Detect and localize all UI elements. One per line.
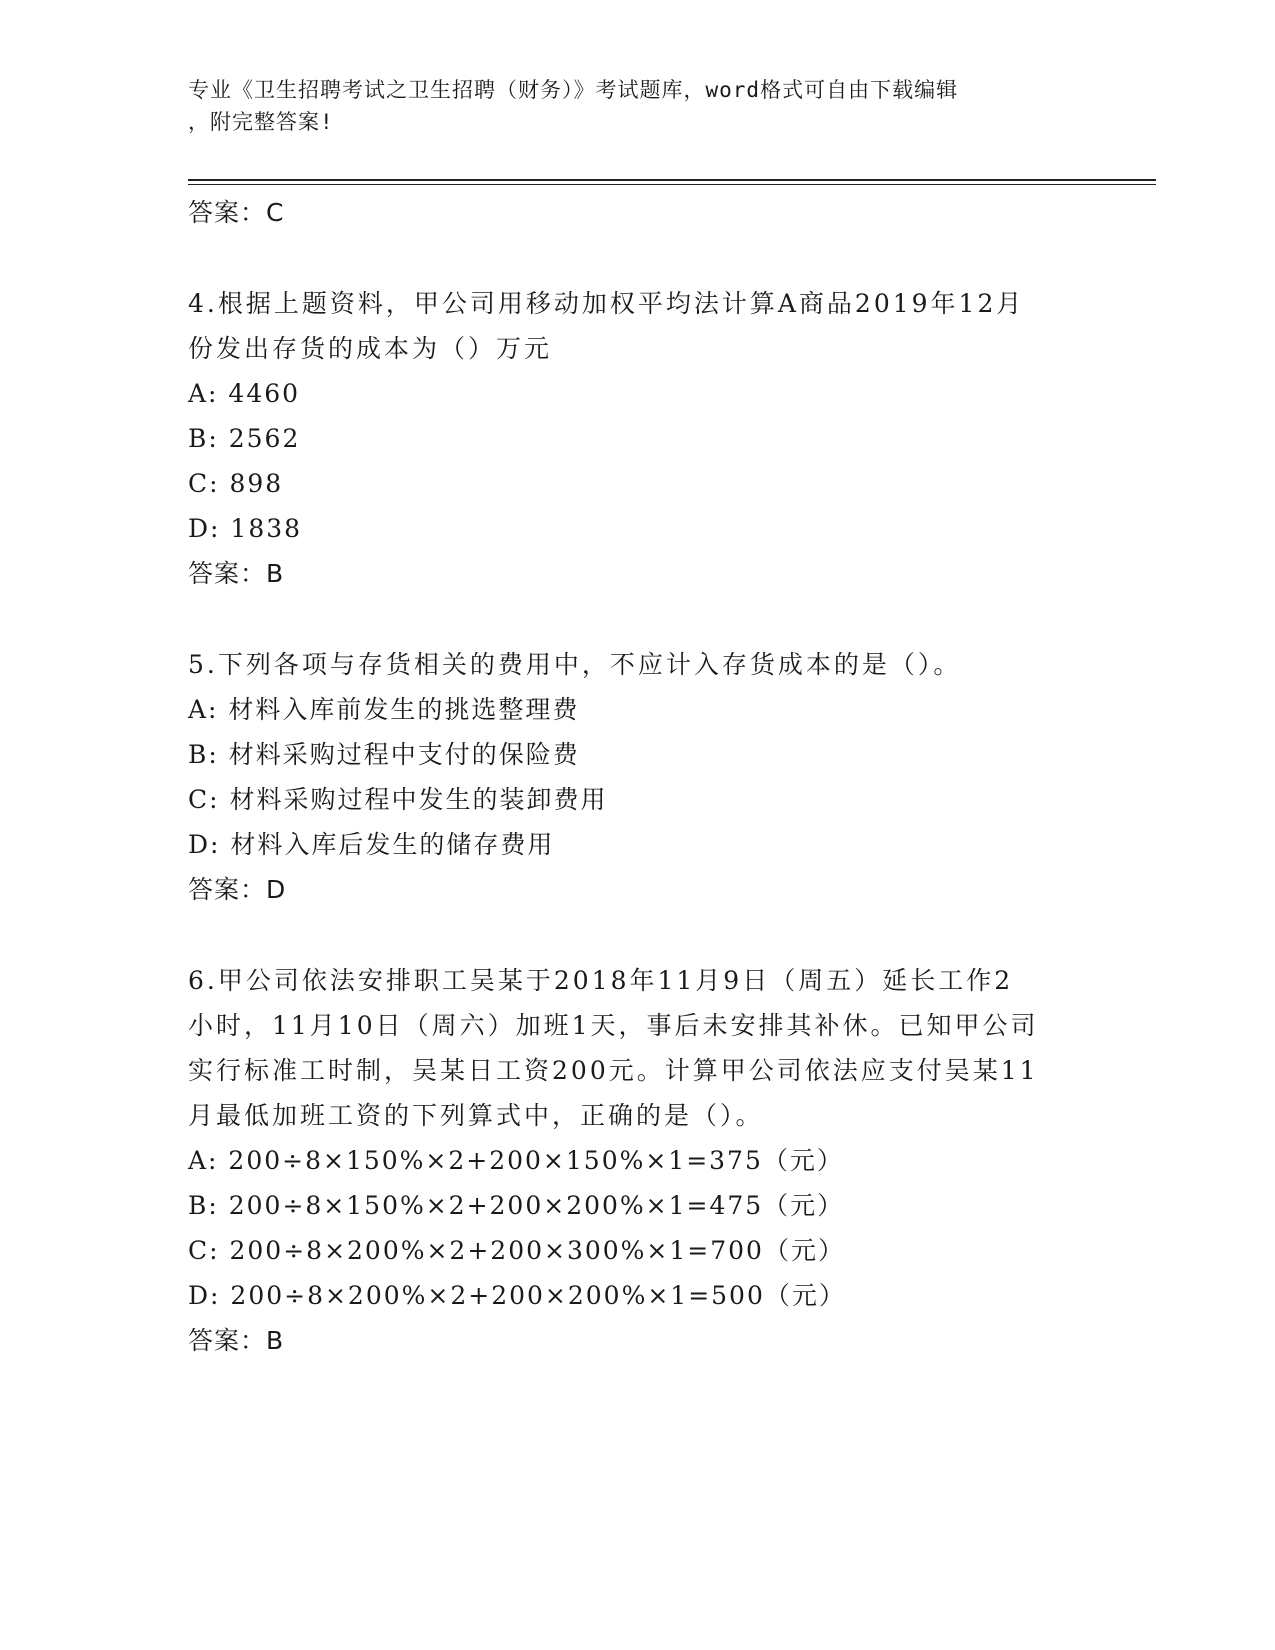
header-divider-thin [188, 184, 1156, 185]
question-6-option-c: C: 200÷8×200%×2+200×300%×1=700（元） [188, 1236, 845, 1265]
document-header [188, 74, 1088, 138]
question-6-option-d: D: 200÷8×200%×2+200×200%×1=500（元） [188, 1281, 846, 1310]
question-6-line-4: 月最低加班工资的下列算式中，正确的是（）。 [188, 1101, 764, 1130]
question-5-option-c: C: 材料采购过程中发生的装卸费用 [188, 785, 608, 814]
question-5-option-d: D: 材料入库后发生的储存费用 [188, 830, 555, 859]
question-6-option-b: B: 200÷8×150%×2+200×200%×1=475（元） [188, 1191, 845, 1220]
question-6-option-a: A: 200÷8×150%×2+200×150%×1=375（元） [188, 1146, 844, 1175]
previous-answer: 答案：C [188, 198, 285, 227]
question-6 [188, 958, 1088, 1363]
question-4-answer: 答案：B [188, 559, 285, 588]
header-line-2: ，附完整答案! [188, 110, 334, 134]
question-4-option-a: A: 4460 [188, 379, 301, 408]
question-5 [188, 642, 1088, 912]
question-list [188, 190, 1088, 1363]
question-6-line-3: 实行标准工时制，吴某日工资200元。计算甲公司依法应支付吴某11 [188, 1056, 1039, 1085]
question-6-line-2: 小时，11月10日（周六）加班1天，事后未安排其补休。已知甲公司 [188, 1011, 1039, 1040]
question-4-line-2: 份发出存货的成本为（）万元 [188, 334, 553, 363]
question-4-option-d: D: 1838 [188, 514, 303, 543]
question-5-answer: 答案：D [188, 875, 287, 904]
question-4-option-b: B: 2562 [188, 424, 301, 453]
question-4-option-c: C: 898 [188, 469, 284, 498]
question-5-option-a: A: 材料入库前发生的挑选整理费 [188, 695, 580, 724]
question-6-line-1: 6.甲公司依法安排职工吴某于2018年11月9日（周五）延长工作2 [188, 966, 1014, 995]
header-divider-thick [188, 179, 1156, 181]
question-6-answer: 答案：B [188, 1326, 285, 1355]
header-line-1: 专业《卫生招聘考试之卫生招聘（财务）》考试题库，word格式可自由下载编辑 [188, 78, 959, 102]
question-5-line-1: 5.下列各项与存货相关的费用中，不应计入存货成本的是（）。 [188, 650, 962, 679]
question-4 [188, 281, 1088, 596]
question-4-line-1: 4.根据上题资料，甲公司用移动加权平均法计算A商品2019年12月 [188, 289, 1025, 318]
question-5-option-b: B: 材料采购过程中支付的保险费 [188, 740, 580, 769]
